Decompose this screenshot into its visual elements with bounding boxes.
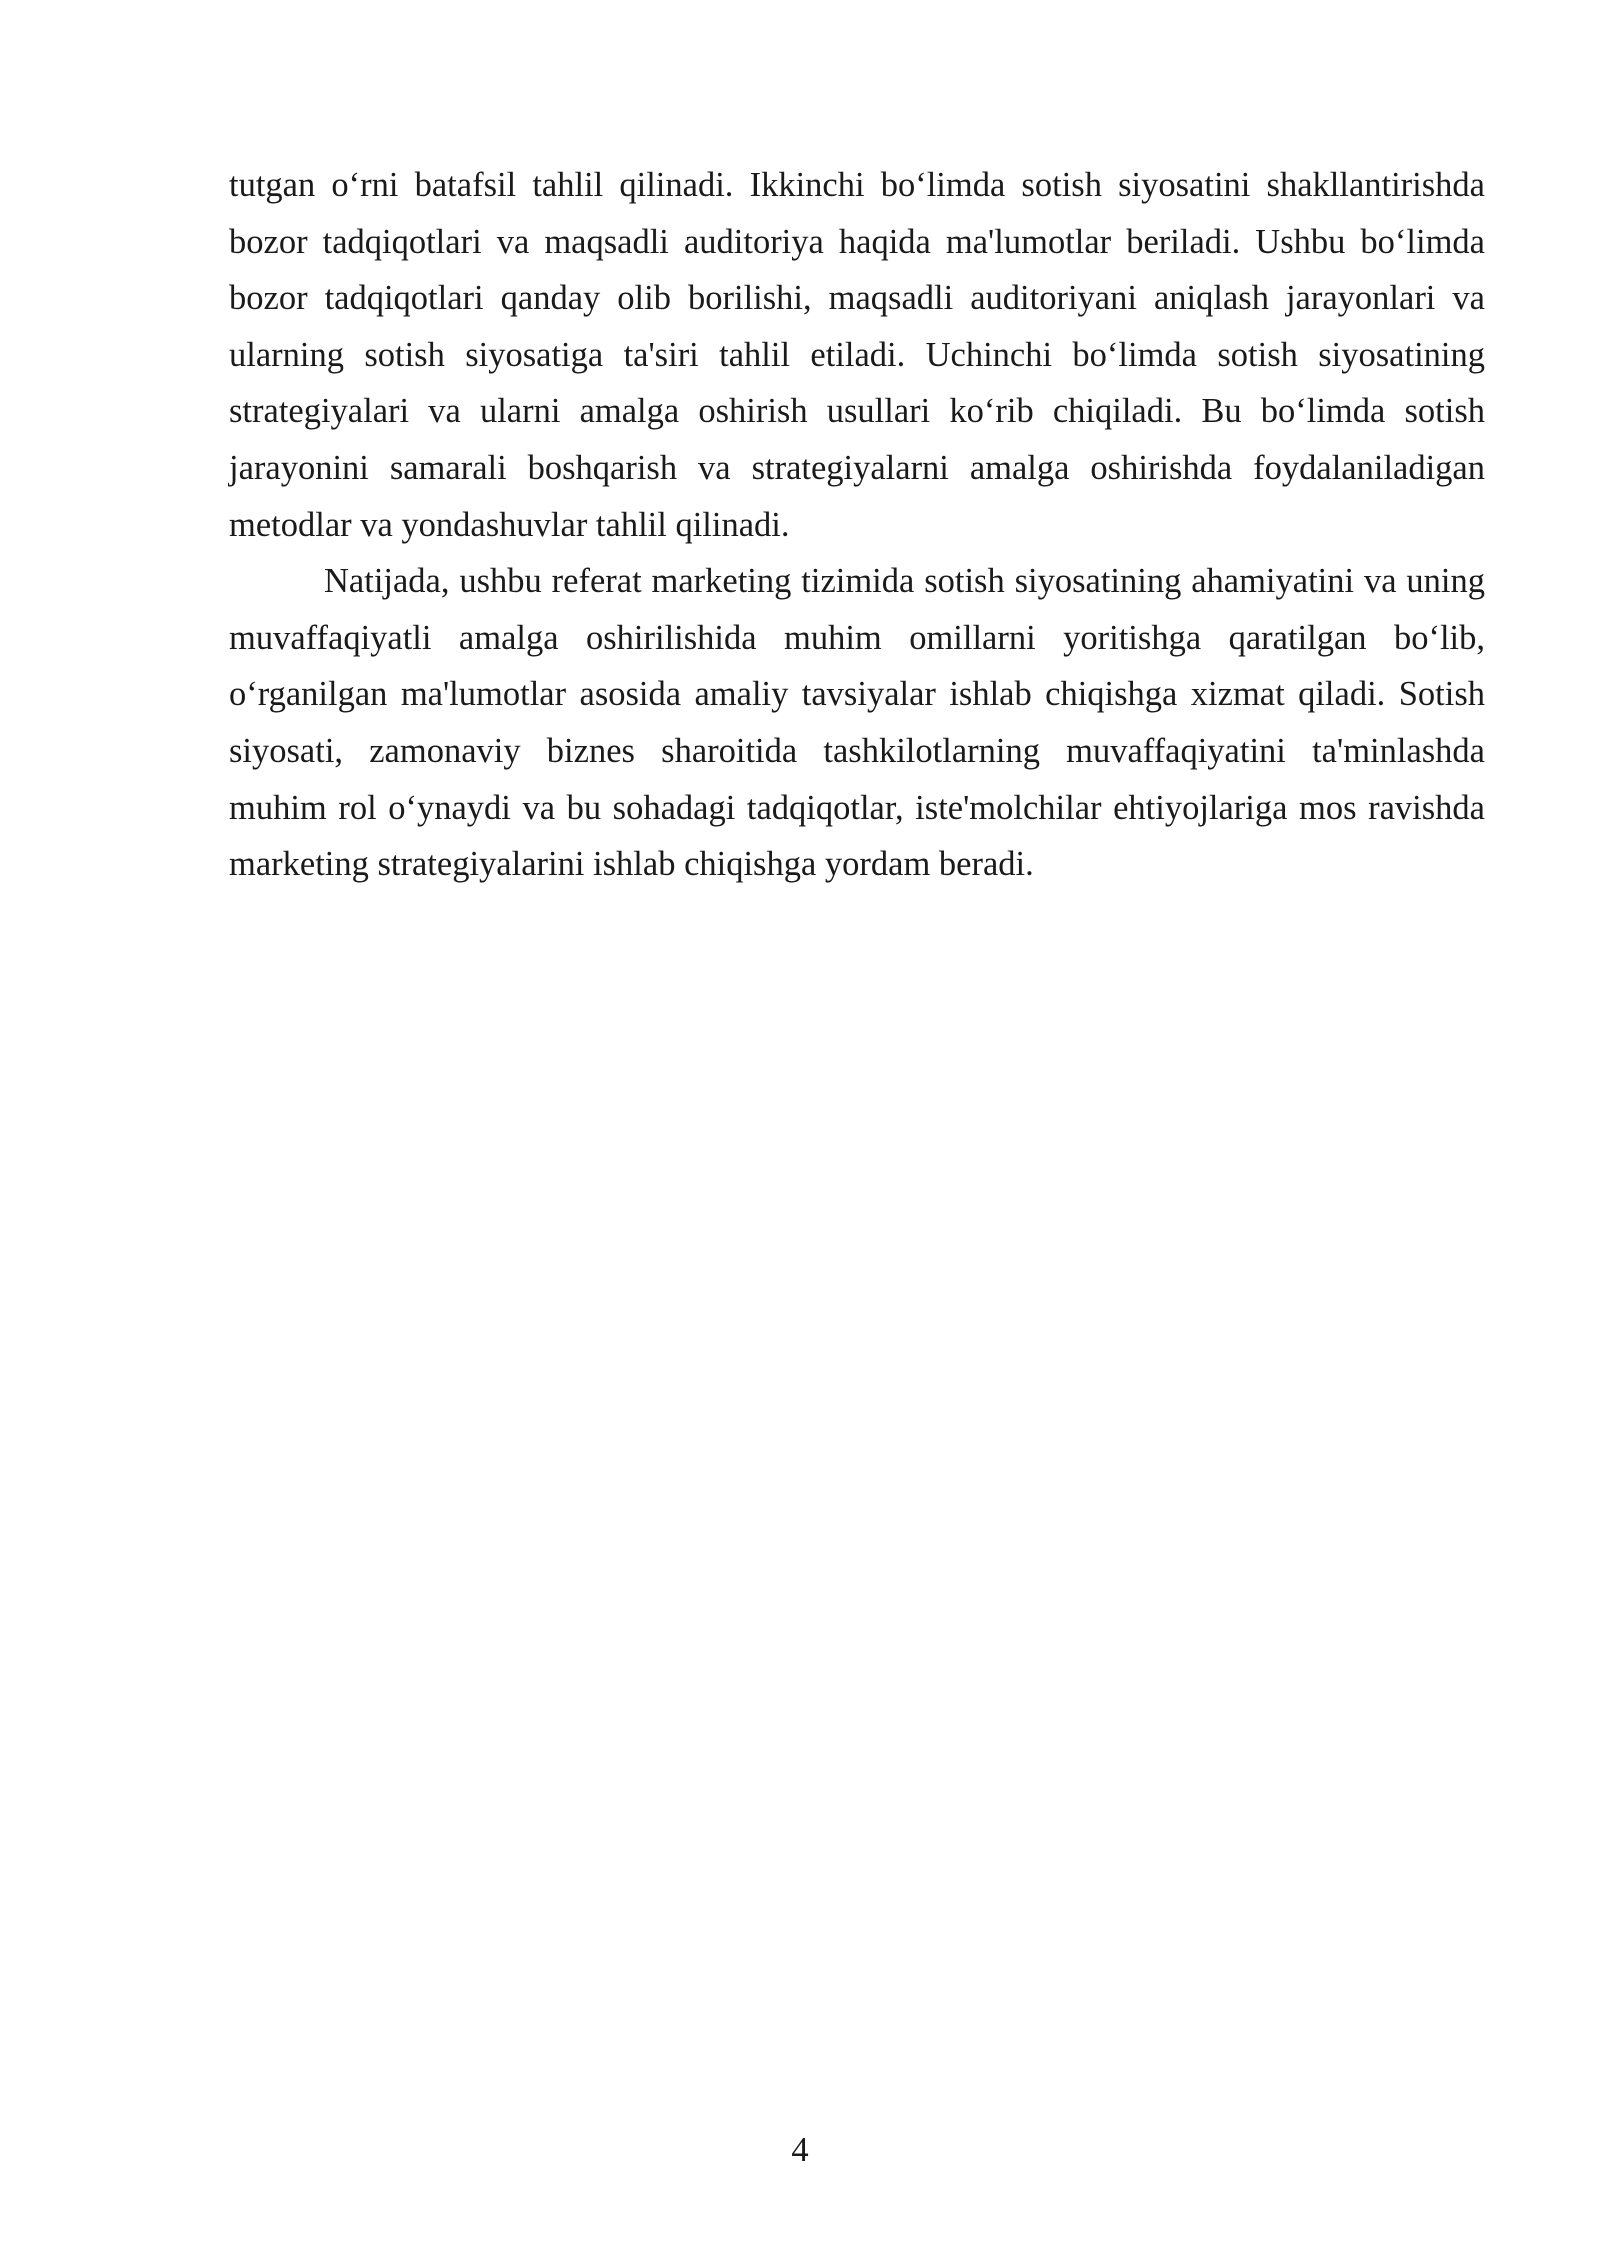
body-text xyxy=(229,157,1485,893)
paragraph-continued: tutgan o‘rni batafsil tahlil qilinadi. Ikkinchi bo‘limda sotish siyosatini shakllantirishda bozor tadqiqotlari va maqsadli auditoriya haqida ma'lumotlar beriladi. Ushbu bo‘limda bozor tadqiqotlari qanday olib borilishi, maqsadli auditoriyani aniqlash jarayonlari va ularning sotish siyosatiga ta'siri tahlil etiladi. Uchinchi bo‘limda sotish siyosatining strategiyalari va ularni amalga oshirish usullari ko‘rib chiqiladi. Bu bo‘limda sotish jarayonini samarali boshqarish va strategiyalarni amalga oshirishda foydalaniladigan metodlar va yondashuvlar tahlil qilinadi. xyxy=(229,166,1485,544)
page-number: 4 xyxy=(791,2131,809,2169)
paragraph-conclusion: Natijada, ushbu referat marketing tizimida sotish siyosatining ahamiyatini va uning muvaffaqiyatli amalga oshirilishida muhim omillarni yoritishga qaratilgan bo‘lib, o‘rganilgan ma'lumotlar asosida amaliy tavsiyalar ishlab chiqishga xizmat qiladi. Sotish siyosati, zamonaviy biznes sharoitida tashkilotlarning muvaffaqiyatini ta'minlashda muhim rol o‘ynaydi va bu sohadagi tadqiqotlar, iste'molchilar ehtiyojlariga mos ravishda marketing strategiyalarini ishlab chiqishga yordam beradi. xyxy=(229,562,1485,884)
